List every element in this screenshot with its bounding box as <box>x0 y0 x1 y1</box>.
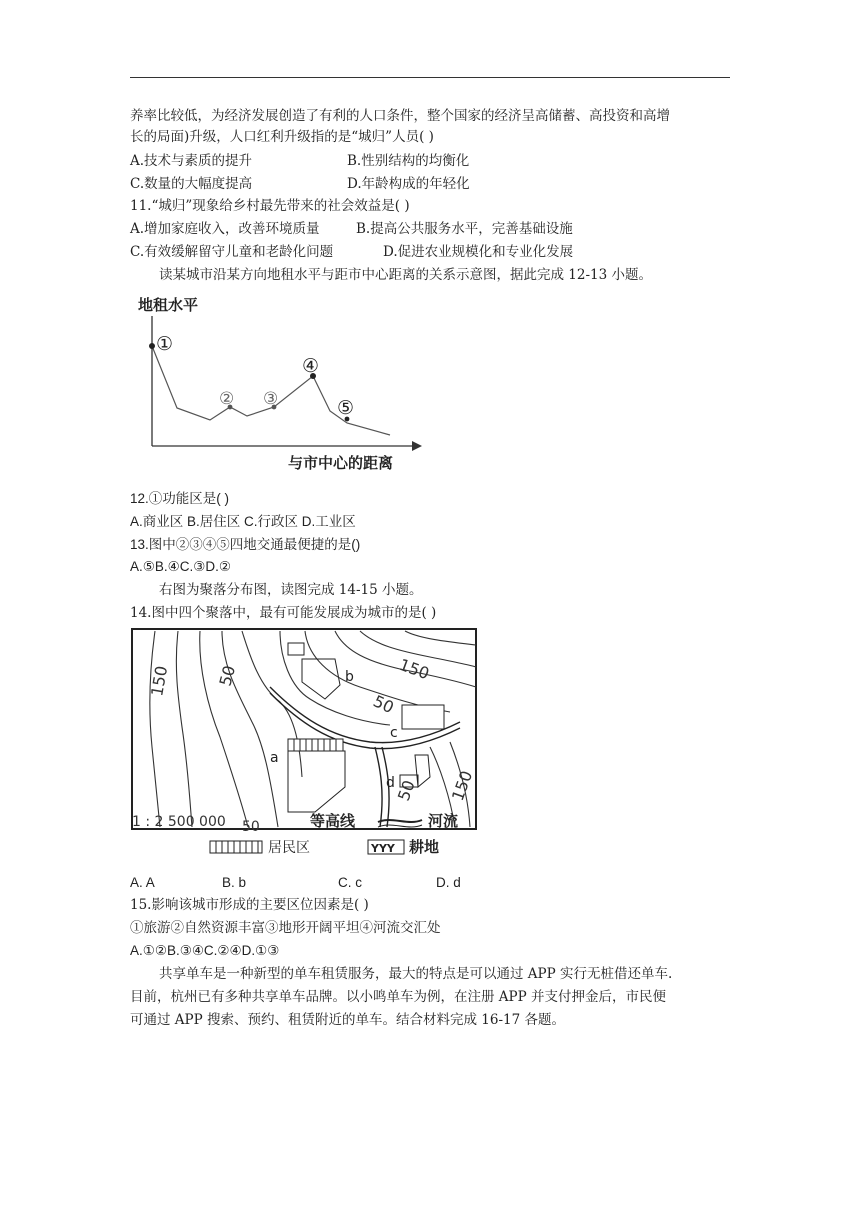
q12-options: A.商业区 B.居住区 C.行政区 D.工业区 <box>130 514 356 529</box>
q15-items: ①旅游②自然资源丰富③地形开阔平坦④河流交汇处 <box>130 920 441 936</box>
contour-label: 50 <box>370 691 397 718</box>
intro-12-13: 读某城市沿某方向地租水平与距市中心距离的关系示意图，据此完成 12-13 小题。 <box>159 267 652 283</box>
q11-option-c: C.有效缓解留守儿童和老龄化问题 <box>130 244 334 260</box>
passage-line-1: 共享单车是一种新型的单车租赁服务，最大的特点是可以通过 APP 实行无桩借还单车. <box>159 966 673 982</box>
q14-option-a: A. A <box>130 875 155 890</box>
contour-label: 150 <box>147 664 172 698</box>
q14-stem: 14.图中四个聚落中，最有可能发展成为城市的是( ) <box>130 605 437 621</box>
settlement-c: c <box>390 725 398 741</box>
q11-stem: 11.“城归”现象给乡村最先带来的社会效益是( ) <box>130 198 410 214</box>
legend-river-label: 河流 <box>428 812 459 830</box>
contour-label: 150 <box>447 768 477 804</box>
q14-option-b: B. b <box>222 875 247 890</box>
legend-contour-value: 50 <box>242 819 260 835</box>
contour-label: 150 <box>396 654 432 684</box>
q12-stem: 12.①功能区是( ) <box>130 491 230 506</box>
q10-option-a: A.技术与素质的提升 <box>130 153 253 169</box>
legend-farmland-label: 耕地 <box>409 838 440 856</box>
q11-option-b: B.提高公共服务水平，完善基础设施 <box>356 221 573 237</box>
marker-2: ② <box>219 389 235 409</box>
legend-farmland-symbol: YYY <box>371 842 395 855</box>
marker-5: ⑤ <box>337 397 355 419</box>
settlement-b: b <box>345 669 354 685</box>
x-axis-arrow <box>412 441 422 451</box>
q10-option-c: C.数量的大幅度提高 <box>130 176 253 192</box>
q13-options: A.⑤B.④C.③D.② <box>130 559 231 574</box>
marker-4: ④ <box>302 355 320 377</box>
rent-distance-diagram <box>130 290 430 475</box>
residential-b <box>288 643 304 655</box>
contour-label: 50 <box>393 777 419 804</box>
map-scale: 1 : 2 500 000 <box>132 814 226 830</box>
q10-option-d: D.年龄构成的年轻化 <box>347 176 470 192</box>
q13-stem: 13.图中②③④⑤四地交通最便捷的是() <box>130 537 361 552</box>
passage-line-3: 可通过 APP 搜索、预约、租赁附近的单车。结合材料完成 16-17 各题。 <box>130 1012 565 1028</box>
q15-options: A.①②B.③④C.②④D.①③ <box>130 943 280 958</box>
point-1 <box>149 343 155 349</box>
q15-stem: 15.影响该城市形成的主要区位因素是( ) <box>130 897 369 913</box>
q11-option-d: D.促进农业规模化和专业化发展 <box>383 244 574 260</box>
x-axis-label: 与市中心的距离 <box>288 454 394 472</box>
q14-option-d: D. d <box>436 875 461 890</box>
header-rule <box>130 77 730 78</box>
marker-1: ① <box>156 333 174 355</box>
settlement-d: d <box>386 775 395 791</box>
contour-label: 50 <box>215 663 240 689</box>
marker-3: ③ <box>263 389 279 409</box>
legend-residential-icon <box>210 841 262 853</box>
q10-option-b: B.性别结构的均衡化 <box>347 153 470 169</box>
legend-contour-label: 等高线 <box>310 812 356 830</box>
intro-14-15: 右图为聚落分布图，读图完成 14-15 小题。 <box>159 582 423 598</box>
y-axis-label: 地租水平 <box>138 296 199 314</box>
legend-residential-label: 居民区 <box>268 840 310 856</box>
q14-option-c: C. c <box>338 875 363 890</box>
residential-a <box>288 739 343 751</box>
q11-option-a: A.增加家庭收入，改善环境质量 <box>130 221 320 237</box>
settlement-a: a <box>270 750 279 766</box>
settlement-map <box>130 627 480 859</box>
text-line: 养率比较低，为经济发展创造了有利的人口条件，整个国家的经济呈高储蓄、高投资和高增 <box>130 108 670 124</box>
q10-stem: 长的局面)升级，人口红利升级指的是“城归”人员( ) <box>130 129 434 145</box>
passage-line-2: 目前，杭州已有多种共享单车品牌。以小鸣单车为例，在注册 APP 并支付押金后，市民便 <box>130 989 666 1005</box>
residential-c <box>402 705 444 729</box>
